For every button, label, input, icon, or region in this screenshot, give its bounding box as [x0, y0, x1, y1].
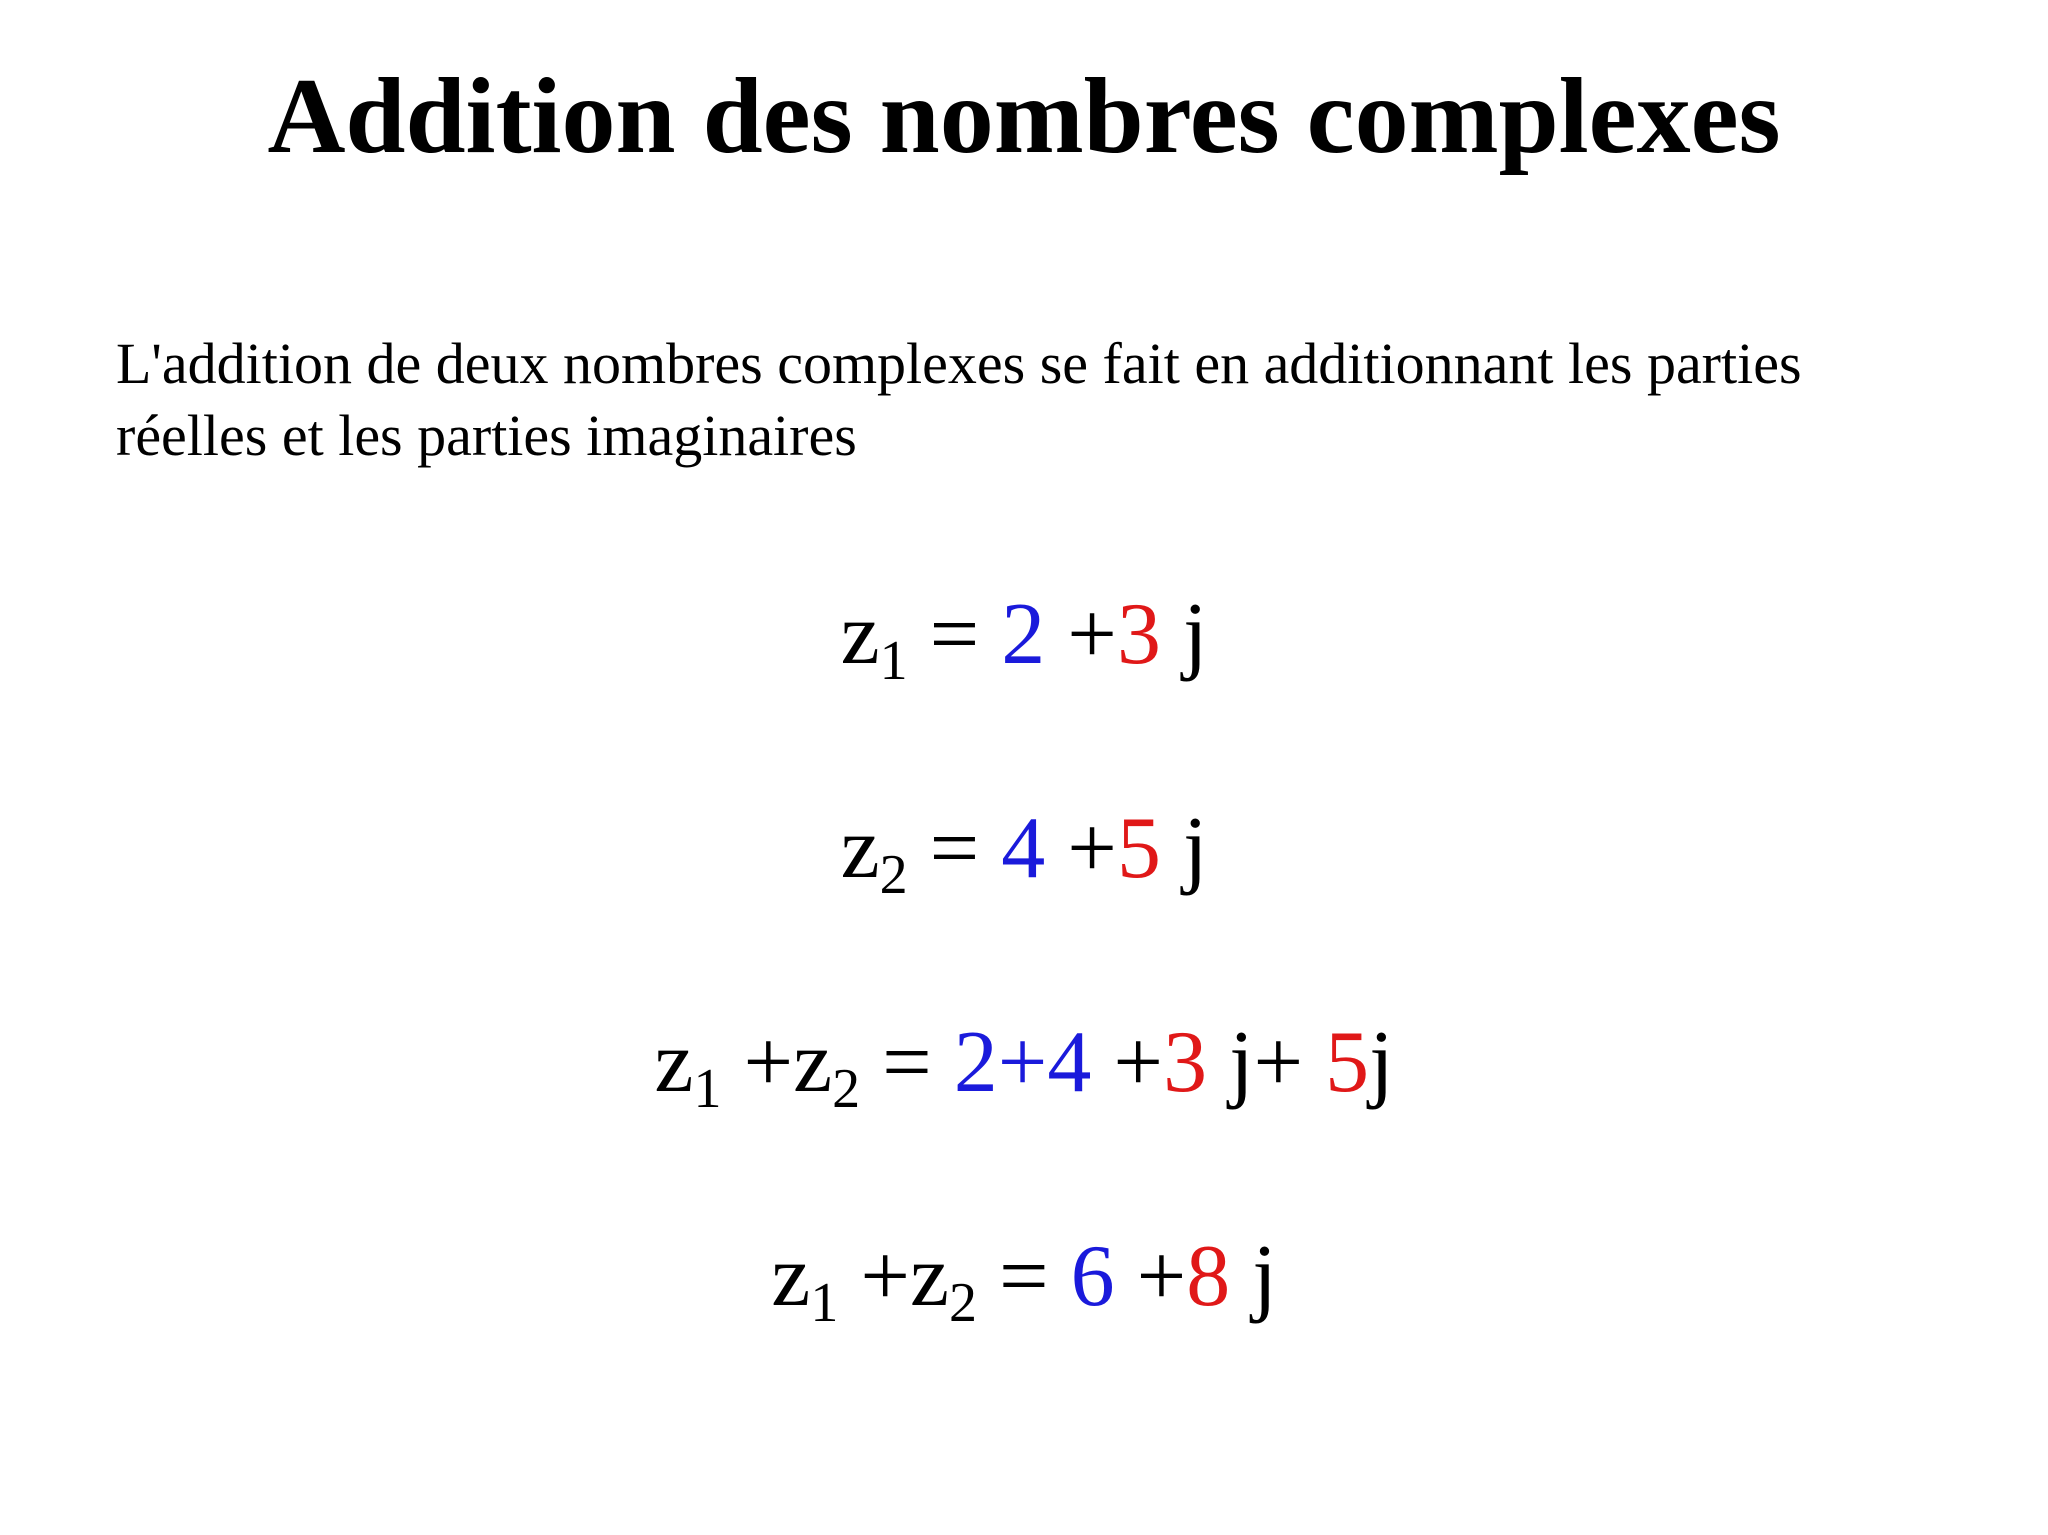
- equation-subscript: 2: [949, 1272, 977, 1334]
- equation-term: z: [840, 800, 880, 897]
- equation-subscript: 2: [832, 1058, 861, 1120]
- equation-term: z: [840, 586, 880, 683]
- equation-term: j: [1369, 1014, 1394, 1111]
- equation-sum-result: [0, 1222, 2048, 1332]
- equation-term: 4: [1001, 800, 1046, 897]
- equation-term: +: [1114, 1228, 1187, 1325]
- equation-term: +z: [838, 1228, 949, 1325]
- intro-paragraph: [116, 328, 1996, 472]
- equation-term: =: [907, 800, 1002, 897]
- equation-term: 3: [1116, 586, 1161, 683]
- equation-term: 8: [1186, 1228, 1231, 1325]
- equation-term: j+: [1207, 1014, 1326, 1111]
- equation-term: 2: [1001, 586, 1046, 683]
- equation-z2: [0, 794, 2048, 904]
- equation-term: z: [771, 1228, 811, 1325]
- equation-term: +: [1045, 586, 1117, 683]
- equation-subscript: 1: [810, 1272, 839, 1334]
- equation-subscript: 1: [879, 630, 908, 692]
- equation-term: 6: [1070, 1228, 1115, 1325]
- intro-line-1: L'addition de deux nombres complexes se fait en additionnant les parties: [116, 331, 1802, 396]
- slide-title: Addition des nombres complexes: [267, 57, 1781, 176]
- equation-subscript: 1: [693, 1058, 722, 1120]
- equation-term: 3: [1163, 1014, 1208, 1111]
- equation-term: z: [654, 1014, 694, 1111]
- equation-term: j: [1230, 1228, 1277, 1325]
- equation-subscript: 2: [879, 844, 908, 906]
- equation-term: +z: [721, 1014, 833, 1111]
- equation-term: =: [977, 1228, 1071, 1325]
- equation-term: =: [860, 1014, 954, 1111]
- equation-term: +: [1091, 1014, 1164, 1111]
- equation-term: 5: [1116, 800, 1161, 897]
- equation-term: +: [1045, 800, 1117, 897]
- equation-sum-expanded: [0, 1008, 2048, 1118]
- equation-term: 5: [1325, 1014, 1370, 1111]
- equation-z1: [0, 580, 2048, 690]
- equation-term: =: [907, 586, 1002, 683]
- equation-term: j: [1160, 800, 1208, 897]
- equation-term: 2+4: [953, 1014, 1092, 1111]
- intro-line-2: réelles et les parties imaginaires: [116, 403, 857, 468]
- equation-term: j: [1160, 586, 1208, 683]
